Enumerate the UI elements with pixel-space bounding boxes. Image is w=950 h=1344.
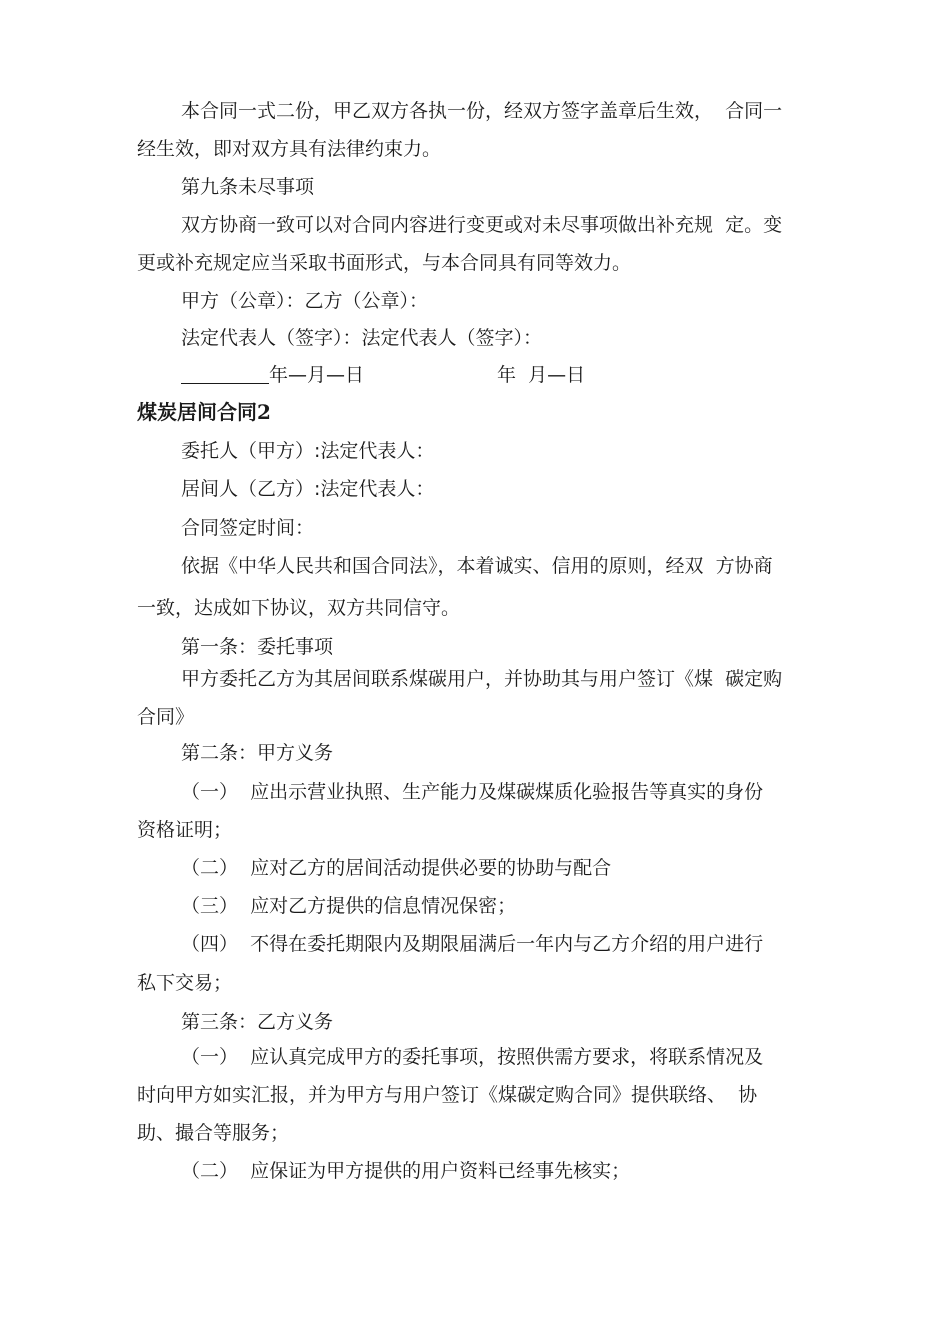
list-item: （二） 应对乙方的居间活动提供必要的协助与配合 bbox=[181, 857, 612, 879]
party-line: 居间人（乙方）:法定代表人： bbox=[181, 478, 435, 500]
paragraph-line: 一致，达成如下协议，双方共同信守。 bbox=[137, 597, 461, 619]
section-title: 第三条：乙方义务 bbox=[181, 1011, 334, 1033]
list-item: （三） 应对乙方提供的信息情况保密； bbox=[181, 895, 517, 917]
date-field: 合同签定时间： bbox=[181, 517, 315, 539]
paragraph-line: 私下交易； bbox=[137, 972, 233, 994]
list-item: （二） 应保证为甲方提供的用户资料已经事先核实； bbox=[181, 1160, 631, 1182]
date-line-right: 年 月—日 bbox=[497, 364, 586, 386]
blank-underline bbox=[181, 365, 269, 384]
paragraph-line: 时向甲方如实汇报，并为甲方与用户签订《煤碳定购合同》提供联络、 协 bbox=[137, 1084, 758, 1106]
party-line: 委托人（甲方）:法定代表人： bbox=[181, 440, 435, 462]
paragraph-line: 甲方委托乙方为其居间联系煤碳用户，并协助其与用户签订《煤 碳定购 bbox=[181, 668, 783, 690]
paragraph-line: 助、撮合等服务； bbox=[137, 1122, 290, 1144]
list-item: （四） 不得在委托期限内及期限届满后一年内与乙方介绍的用户进行 bbox=[181, 933, 764, 955]
section-title: 第一条：委托事项 bbox=[181, 636, 334, 658]
paragraph-line: 双方协商一致可以对合同内容进行变更或对未尽事项做出补充规 定。变 bbox=[181, 214, 783, 236]
paragraph-line: 更或补充规定应当采取书面形式，与本合同具有同等效力。 bbox=[137, 252, 632, 274]
paragraph-line: 资格证明； bbox=[137, 819, 233, 841]
signature-line: 法定代表人（签字）：法定代表人（签字）： bbox=[181, 327, 543, 349]
paragraph-line: 经生效，即对双方具有法律约束力。 bbox=[137, 138, 442, 160]
date-line-left: 年—月—日 bbox=[181, 363, 364, 387]
section-title: 第九条未尽事项 bbox=[181, 176, 315, 198]
paragraph-line: 合同》 bbox=[137, 706, 195, 728]
paragraph-line: 依据《中华人民共和国合同法》，本着诚实、信用的原则，经双 方协商 bbox=[181, 555, 773, 577]
paragraph-line: 本合同一式二份，甲乙双方各执一份，经双方签字盖章后生效， 合同一 bbox=[181, 100, 783, 122]
signature-line: 甲方（公章）：乙方（公章）： bbox=[181, 290, 429, 312]
list-item: （一） 应认真完成甲方的委托事项，按照供需方要求，将联系情况及 bbox=[181, 1046, 764, 1068]
list-item: （一） 应出示营业执照、生产能力及煤碳煤质化验报告等真实的身份 bbox=[181, 781, 764, 803]
section-title: 第二条：甲方义务 bbox=[181, 742, 334, 764]
contract-title: 煤炭居间合同2 bbox=[137, 400, 271, 424]
